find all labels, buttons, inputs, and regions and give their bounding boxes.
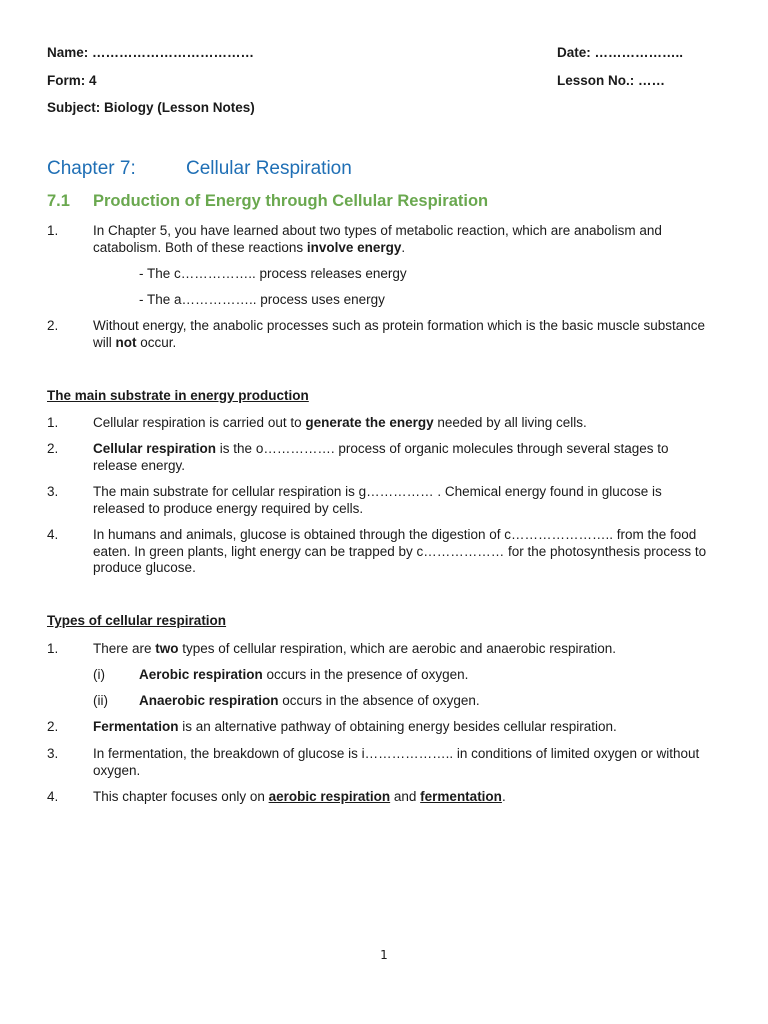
section-name: Production of Energy through Cellular Respiration xyxy=(93,192,489,210)
page-number: 1 xyxy=(380,948,388,962)
intro-item-2: 2. Without energy, the anabolic processes such as protein formation which is the basic muscle substance will not occur. xyxy=(47,318,706,350)
substrate-item-2: 2. Cellular respiration is the o……………. process of organic molecules through several stages to release energy. xyxy=(47,441,669,473)
types-heading: Types of cellular respiration xyxy=(47,613,227,628)
substrate-item-3: 3. The main substrate for cellular respiration is g…………… . Chemical energy found in glucose is released to produce energy required by cells. xyxy=(47,484,662,516)
substrate-item-4: 4. In humans and animals, glucose is obtained through the digestion of c………………….. from the food eaten. In green plants, light energy can be trapped by c……………… for the photosynthesis process to produce glucose. xyxy=(47,527,707,575)
intro-item-1: 1. In Chapter 5, you have learned about two types of metabolic reaction, which are anabolism and catabolism. Both of these reactions involve energy. xyxy=(47,223,662,255)
chapter-title xyxy=(47,158,352,180)
types-item-2: 2. Fermentation is an alternative pathway of obtaining energy besides cellular respiration. xyxy=(47,719,617,734)
intro-sub-2: - The a…………….. process uses energy xyxy=(139,292,385,307)
types-subitem-i: (i) Aerobic respiration occurs in the presence of oxygen. xyxy=(93,667,469,682)
chapter-number: Chapter 7: xyxy=(47,158,136,179)
section-number: 7.1 xyxy=(47,192,70,210)
types-item-3: 3. In fermentation, the breakdown of glucose is i……………….. in conditions of limited oxygen or without oxygen. xyxy=(47,746,700,778)
substrate-item-1: 1. Cellular respiration is carried out to generate the energy needed by all living cells. xyxy=(47,415,587,430)
types-subitem-ii: (ii) Anaerobic respiration occurs in the absence of oxygen. xyxy=(93,693,480,708)
substrate-heading: The main substrate in energy production xyxy=(47,388,309,403)
chapter-name: Cellular Respiration xyxy=(186,158,352,179)
date-field: Date: ……………….. xyxy=(557,45,684,60)
lesson-number-field: Lesson No.: …… xyxy=(557,73,666,88)
form-field: Form: 4 xyxy=(47,73,97,88)
name-field: Name: ……………………………… xyxy=(47,45,255,60)
subject-field: Subject: Biology (Lesson Notes) xyxy=(47,100,255,115)
intro-sub-1: - The c…………….. process releases energy xyxy=(139,266,407,281)
types-item-1: 1. There are two types of cellular respiration, which are aerobic and anaerobic respiration. xyxy=(47,641,617,656)
section-title xyxy=(47,192,488,211)
types-item-4: 4. This chapter focuses only on aerobic respiration and fermentation. xyxy=(47,789,506,804)
